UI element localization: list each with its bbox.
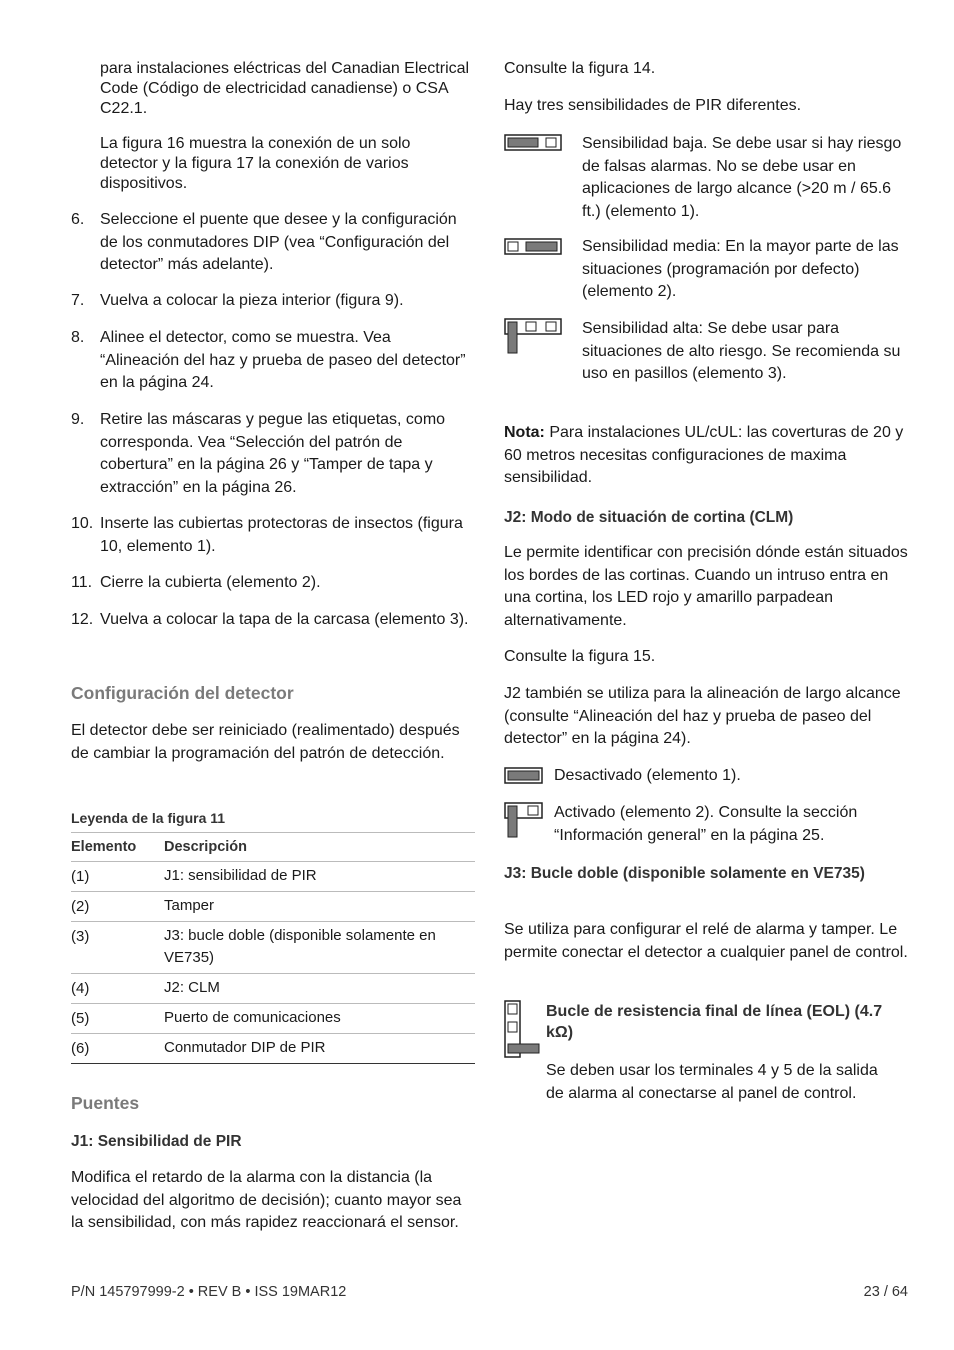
table-row: (5) Puerto de comunicaciones [71, 1003, 475, 1033]
j2-heading: J2: Modo de situación de cortina (CLM) [504, 509, 794, 526]
eol-paragraph: Se deben usar los terminales 4 y 5 de la salida de alarma al conectarse al panel de control. [546, 1062, 878, 1102]
j2-on: Activado (elemento 2). Consulte la sección “Información general” en la página 25. [554, 804, 858, 844]
table-row: (2) Tamper [71, 891, 475, 921]
table-row: (4) J2: CLM [71, 973, 475, 1003]
j2-paragraph: Le permite identificar con precisión dónde están situados los bordes de las cortinas. Cuando un intruso entra en una cortina, los LED rojo y amarillo parpadean alternativamente. [504, 544, 908, 629]
sensitivity-low: Sensibilidad baja. Se debe usar si hay riesgo de falsas alarmas. No se debe usar en aplicaciones de largo alcance (>20 m / 65.6 ft.) (elemento 1). [582, 135, 902, 220]
jumper-medium-icon [504, 238, 562, 256]
three-sensitivities: Hay tres sensibilidades de PIR diferentes. [504, 97, 802, 114]
puentes-heading: Puentes [71, 1093, 140, 1113]
table-caption: Leyenda de la figura 11 [71, 810, 226, 826]
table-row: (1) J1: sensibilidad de PIR [71, 861, 475, 891]
jumper-high-icon [504, 318, 562, 356]
jumper-j2-off-icon [504, 767, 544, 785]
j1-heading: J1: Sensibilidad de PIR [71, 1133, 242, 1150]
footer-part-number: P/N 145797999-2 • REV B • ISS 19MAR12 [71, 1284, 347, 1300]
continued-paragraph-1: para instalaciones eléctricas del Canadian Electrical Code (Código de electricidad canadiense) o CSA C22.1. [100, 60, 470, 117]
note-text: Para instalaciones UL/cUL: las coverturas de 20 y 60 metros necesitas configuraciones de maxima sensibilidad. [504, 424, 904, 486]
jumper-j2-on-icon [504, 802, 544, 840]
continued-paragraph-2: La figura 16 muestra la conexión de un solo detector y la figura 17 la conexión de varios dispositivos. [100, 135, 411, 192]
sensitivity-high: Sensibilidad alta: Se debe usar para situaciones de alto riesgo. Se recomienda su uso en pasillos (elemento 3). [582, 320, 901, 382]
table-row: (6) Conmutador DIP de PIR [71, 1033, 475, 1064]
consult-figure-14: Consulte la figura 14. [504, 60, 656, 77]
eol-heading: Bucle de resistencia final de línea (EOL) (4.7 kΩ) [546, 1003, 883, 1041]
j2-paragraph-2: J2 también se utiliza para la alineación de largo alcance (consulte “Alineación del haz y prueba de paseo del detector” en la página 24). [504, 685, 901, 747]
config-paragraph: El detector debe ser reiniciado (realimentado) después de cambiar la programación del patrón de detección. [71, 722, 460, 762]
legend-table [71, 832, 475, 1064]
j3-paragraph: Se utiliza para configurar el relé de alarma y tamper. Le permite conectar el detector a cualquier panel de control. [504, 921, 908, 961]
consult-figure-15: Consulte la figura 15. [504, 648, 656, 665]
config-heading: Configuración del detector [71, 683, 294, 703]
jumper-low-icon [504, 134, 562, 152]
table-row: (3) J3: bucle doble (disponible solamente en VE735) [71, 921, 475, 973]
j2-off: Desactivado (elemento 1). [554, 767, 741, 784]
note-paragraph [504, 422, 909, 490]
footer-page-number: 23 / 64 [863, 1284, 908, 1300]
note-label: Nota: [504, 424, 545, 441]
table-header-row: Elemento Descripción [71, 832, 475, 861]
j1-paragraph: Modifica el retardo de la alarma con la distancia (la velocidad del algoritmo de decisión); cuanto mayor sea la sensibilidad, con más rapidez reaccionará el sensor. [71, 1169, 462, 1231]
jumper-eol-icon [504, 1000, 540, 1058]
sensitivity-medium: Sensibilidad media: En la mayor parte de las situaciones (programación por defecto) (elemento 2). [582, 238, 899, 300]
j3-heading: J3: Bucle doble (disponible solamente en VE735) [504, 865, 865, 882]
